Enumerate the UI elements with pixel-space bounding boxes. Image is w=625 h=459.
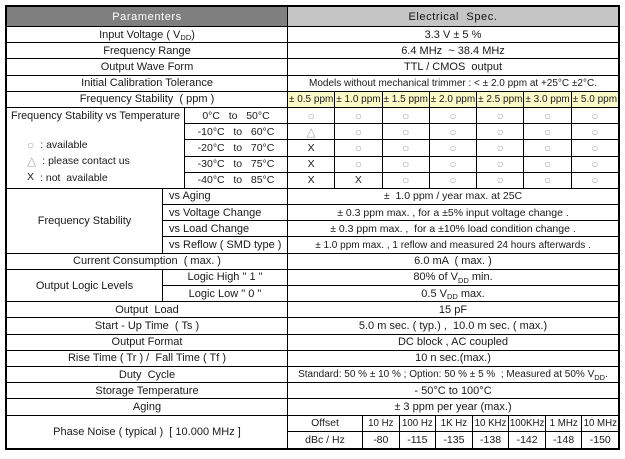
header-row [7,7,618,27]
current-consumption-label-cell: Current Consumption ( max. ) [7,254,288,270]
offset-freq-cell: 1K Hz [436,416,473,432]
temperature-rows [185,108,618,189]
output-format-label-cell: Output Format [7,335,288,351]
ppm-option-cell: ± 0.5 ppm [288,92,335,108]
availability-cell: ○ [524,108,571,124]
input-voltage-label: Input Voltage ( $V_{DD}$) [99,28,195,43]
aging-value-cell: ± 3 ppm per year (max.) [288,399,618,415]
initial-calibration-value-cell [288,76,618,92]
frequency-stability-title-cell: Frequency Stability [7,189,163,254]
legend-item-available: ○ : available [27,138,88,153]
logic-low-label-cell: Logic Low " 0 " [163,286,288,302]
dbc-value-cell: -135 [436,432,473,448]
availability-cell: ○ [335,108,382,124]
initial-calibration-label-cell [7,76,288,92]
offset-freq-cell: 100 Hz [400,416,437,432]
row-vs-aging [163,189,618,205]
input-voltage-value-cell [288,27,618,43]
availability-cell: ○ [430,173,477,189]
output-format-value-cell: DC block , AC coupled [288,335,618,351]
frequency-stability-ppm-label-cell [7,92,288,108]
vs-load-value-cell: ± 0.3 ppm max. , for a ±10% load condition change . [288,221,618,237]
initial-calibration-value: Models without mechanical trimmer : < ± 2.0 ppm at +25°C ±2°C. [309,77,597,89]
temp-row-m10-60 [185,124,618,140]
x-icon: X [27,171,35,184]
offset-freq-cell: 100KHz [509,416,546,432]
temp-range-cell: -20°C to 70°C [185,140,288,156]
ppm-option-cell: ± 5.0 ppm [572,92,618,108]
row-frequency-stability-ppm [7,92,618,108]
frequency-stability-block [7,189,618,254]
availability-cell: ○ [477,157,524,173]
row-logic-high [163,270,618,286]
row-startup-time [7,318,618,334]
header-parameters-cell [7,7,288,27]
frequency-stability-ppm-label: Frequency Stability ( ppm ) [79,93,215,106]
electrical-spec-table [5,5,620,450]
temperature-legend-cell [7,108,185,189]
startup-time-value-cell: 5.0 m sec. ( typ.) , 10.0 m sec. ( max.) [288,318,618,334]
output-logic-title-cell: Output Logic Levels [7,270,163,302]
availability-cell: ○ [477,108,524,124]
output-wave-form-label: Output Wave Form [100,60,194,73]
temp-row-0-50 [185,108,618,124]
vdd-subscript: DD [446,292,458,302]
header-electrical-cell [288,7,618,27]
output-load-label-cell: Output Load [7,302,288,318]
storage-temp-value-cell: - 50°C to 100°C [288,383,618,399]
ppm-option-cell: ± 2.0 ppm [430,92,477,108]
ppm-option-cell: ± 2.5 ppm [477,92,524,108]
vs-aging-label-cell: vs Aging [163,189,288,205]
temp-range-cell: -40°C to 85°C [185,173,288,189]
output-logic-block [7,270,618,302]
offset-freq-cell: 10 KHz [473,416,510,432]
output-logic-rows [163,270,618,302]
availability-cell: ○ [572,173,618,189]
duty-cycle-value-cell: Standard: 50 % ± 10 % ; Option: 50 % ± 5 % ; Measured at 50% $V_{DD}$. [288,367,618,383]
vs-aging-value-cell: ± 1.0 ppm / year max. at 25C [288,189,618,205]
symbol-legend [7,137,184,186]
dbc-value-cell: -115 [400,432,437,448]
row-initial-calibration [7,76,618,92]
row-frequency-range [7,43,618,59]
current-consumption-value-cell: 6.0 mA ( max. ) [288,254,618,270]
availability-cell: ○ [335,140,382,156]
frequency-range-value-cell [288,43,618,59]
logic-high-value-cell: 80% of $V_{DD}$ min. [288,270,618,286]
availability-cell: ○ [477,173,524,189]
availability-cell: X [335,173,382,189]
phase-noise-label-cell: Phase Noise ( typical ) [ 10.000 MHz ] [7,416,288,448]
legend-item-not-available: X : not available [27,171,108,184]
availability-cell: ○ [430,140,477,156]
availability-cell: X [288,157,335,173]
output-load-value-cell: 15 pF [288,302,618,318]
availability-cell: ○ [524,157,571,173]
row-output-format [7,335,618,351]
availability-cell: ○ [335,124,382,140]
row-logic-low [163,286,618,302]
row-duty-cycle [7,367,618,383]
storage-temp-label-cell: Storage Temperature [7,383,288,399]
phase-noise-offset-row [288,416,618,432]
temp-range-cell: 0°C to 50°C [185,108,288,124]
triangle-icon: △ [27,154,37,169]
availability-cell: ○ [572,140,618,156]
ppm-option-cell: ± 1.5 ppm [383,92,430,108]
row-aging [7,399,618,415]
logic-high-label-cell: Logic High " 1 " [163,270,288,286]
availability-cell: ○ [288,108,335,124]
vs-voltage-label-cell: vs Voltage Change [163,205,288,221]
duty-cycle-label-cell: Duty Cycle [7,367,288,383]
temp-row-m40-85 [185,173,618,189]
availability-cell: X [288,173,335,189]
aging-label-cell: Aging [7,399,288,415]
offset-freq-cell: 10 MHz [582,416,618,432]
input-voltage-value: 3.3 V ± 5 % [424,28,482,41]
availability-cell: ○ [524,124,571,140]
phase-noise-block [7,416,618,448]
ppm-option-cell: ± 3.0 ppm [524,92,571,108]
temp-row-m30-75 [185,157,618,173]
ppm-option-cell: ± 1.0 ppm [335,92,382,108]
frequency-range-label: Frequency Range [103,44,191,57]
rise-fall-label-cell: Rise Time ( Tr ) / Fall Time ( Tf ) [7,351,288,367]
availability-cell: ○ [383,173,430,189]
temp-range-cell: -10°C to 60°C [185,124,288,140]
row-rise-fall-time [7,351,618,367]
availability-cell: ○ [335,157,382,173]
input-voltage-label-cell [7,27,288,43]
vdd-subscript: DD [180,33,192,43]
availability-cell: ○ [524,140,571,156]
circle-icon: ○ [27,138,35,153]
dbc-value-cell: -150 [589,433,611,446]
availability-cell: ○ [430,108,477,124]
availability-cell: ○ [572,124,618,140]
phase-noise-rows [288,416,618,448]
initial-calibration-label: Initial Calibration Tolerance [81,77,213,90]
availability-cell: ○ [383,140,430,156]
frequency-range-value: 6.4 MHz ~ 38.4 MHz [401,44,505,57]
header-parameters-label: Paramenters [112,10,182,23]
availability-cell: ○ [572,157,618,173]
availability-cell: ○ [430,157,477,173]
row-vs-load-change [163,221,618,237]
availability-cell: ○ [477,124,524,140]
vdd-subscript: DD [594,372,606,382]
vdd-subscript: DD [457,275,469,285]
dbc-label-cell: dBc / Hz [288,432,363,448]
output-wave-form-label-cell [7,59,288,75]
vs-load-label-cell: vs Load Change [163,221,288,237]
output-wave-form-value: TTL / CMOS output [403,60,502,73]
frequency-stability-rows [163,189,618,254]
row-current-consumption [7,254,618,270]
startup-time-label-cell: Start - Up Time ( Ts ) [7,318,288,334]
offset-freq-cell: 10 Hz [363,416,400,432]
dbc-value-cell: -80 [363,432,400,448]
availability-cell: ○ [572,108,618,124]
row-storage-temperature [7,383,618,399]
availability-cell: ○ [477,140,524,156]
vs-reflow-value-cell: ± 1.0 ppm max. , 1 reflow and measured 24 hours afterwards . [288,237,618,253]
vs-voltage-value-cell: ± 0.3 ppm max. , for a ±5% input voltage change . [288,205,618,221]
logic-low-value-cell: 0.5 $V_{DD}$ max. [288,286,618,302]
dbc-value-cell: -148 [546,432,583,448]
row-output-wave-form [7,59,618,75]
dbc-value-cell: -142 [509,432,546,448]
temp-range-cell: -30°C to 75°C [185,157,288,173]
dbc-value-cell: -138 [473,432,510,448]
rise-fall-value-cell: 10 n sec.(max.) [288,351,618,367]
row-output-load [7,302,618,318]
availability-cell: ○ [383,124,430,140]
phase-noise-dbc-row [288,432,618,448]
availability-cell: ○ [524,173,571,189]
output-wave-form-value-cell [288,59,618,75]
legend-item-contact: △ : please contact us [27,154,130,169]
row-vs-voltage-change [163,205,618,221]
availability-cell: ○ [383,157,430,173]
temperature-availability-block [7,108,618,189]
row-vs-reflow [163,237,618,253]
temp-row-m20-70 [185,140,618,156]
availability-cell: X [288,140,335,156]
offset-label-cell: Offset [288,416,363,432]
availability-cell: ○ [430,124,477,140]
availability-cell: △ [288,124,335,140]
header-electrical-label: Electrical Spec. [408,10,498,23]
vs-reflow-label-cell: vs Reflow ( SMD type ) [163,237,288,253]
availability-cell: ○ [383,108,430,124]
temperature-block-title: Frequency Stability vs Temperature [10,110,181,123]
offset-freq-cell: 1 MHz [546,416,583,432]
row-input-voltage [7,27,618,43]
frequency-range-label-cell [7,43,288,59]
